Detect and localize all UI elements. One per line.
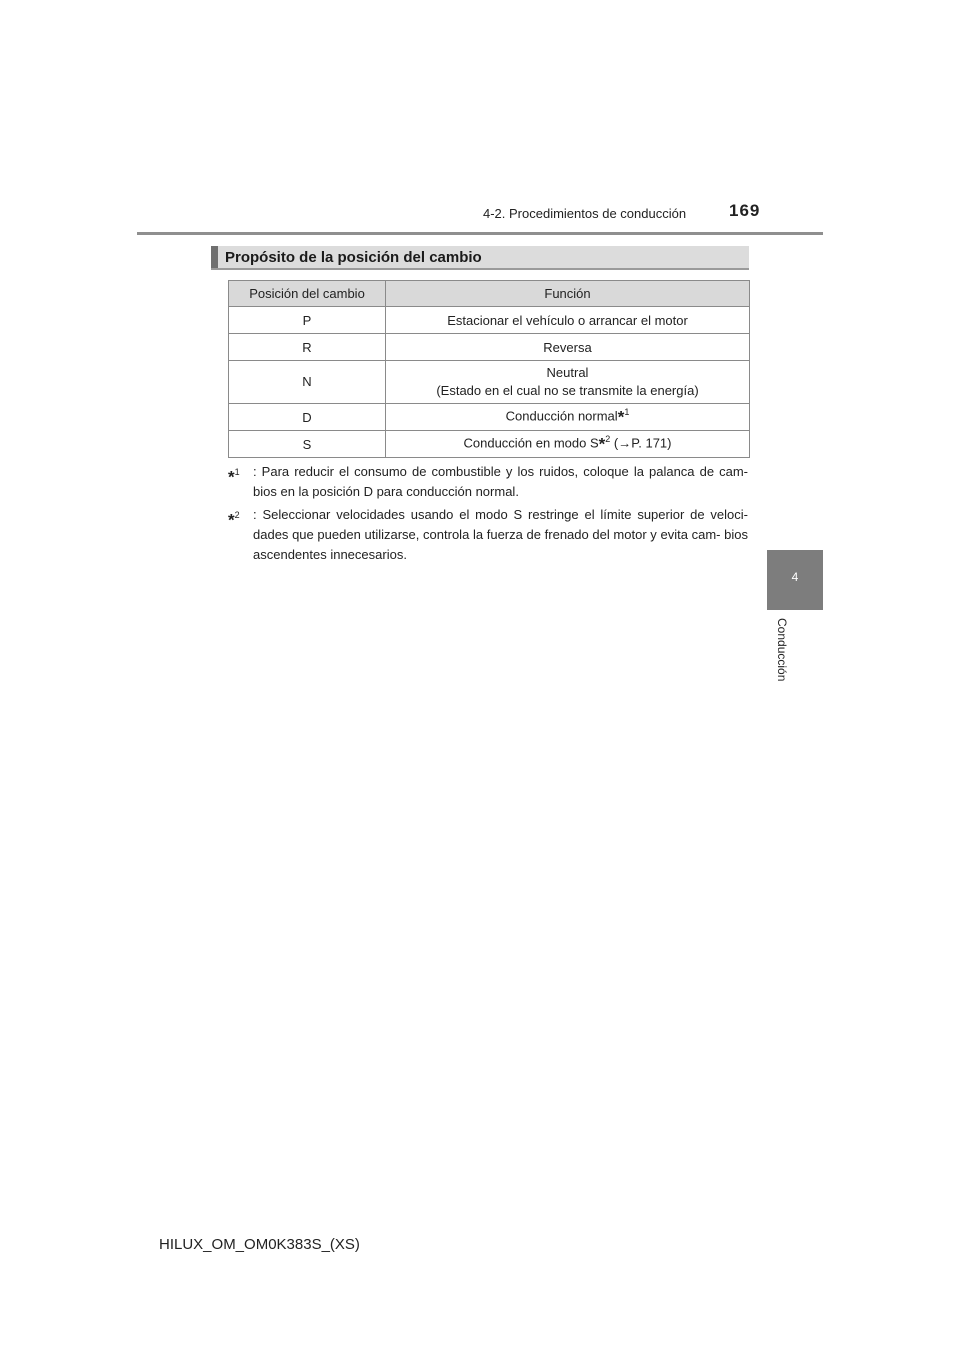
table-row bbox=[229, 334, 750, 361]
footnote-number: 1 bbox=[234, 467, 240, 477]
table-header-function: Función bbox=[386, 281, 750, 307]
footnote bbox=[228, 505, 748, 565]
footnote-asterisk: * bbox=[228, 510, 235, 530]
table-header-position: Posición del cambio bbox=[229, 281, 386, 307]
page-reference: (→P. 171) bbox=[613, 435, 672, 451]
footnote-asterisk: * bbox=[617, 407, 625, 427]
footnote-marker bbox=[228, 505, 240, 530]
chapter-label: Conducción bbox=[775, 618, 789, 682]
footnote-marker bbox=[228, 462, 240, 487]
table-header-row bbox=[229, 281, 750, 307]
header-divider bbox=[137, 232, 823, 235]
function-line: (Estado en el cual no se transmite la energía) bbox=[436, 383, 699, 398]
position-cell: P bbox=[229, 307, 386, 334]
position-cell: D bbox=[229, 404, 386, 431]
table-row bbox=[229, 431, 750, 458]
chapter-number: 4 bbox=[791, 570, 799, 584]
footnote-text: : Seleccionar velocidades usando el modo S restringe el límite superior de veloci- dades que pueden utilizarse, controla la fuerza de frenado del motor y evita cam- bios ascendentes innecesarios. bbox=[253, 507, 748, 562]
position-cell: R bbox=[229, 334, 386, 361]
section-heading bbox=[211, 246, 749, 270]
footnote-asterisk: * bbox=[598, 434, 606, 454]
table-row bbox=[229, 404, 750, 431]
document-code: HILUX_OM_OM0K383S_(XS) bbox=[159, 1236, 360, 1253]
function-cell: Reversa bbox=[386, 334, 750, 361]
function-cell bbox=[386, 361, 750, 404]
chapter-tab bbox=[767, 550, 823, 610]
page-number: 169 bbox=[729, 201, 761, 220]
function-text: Conducción en modo S bbox=[463, 435, 599, 451]
running-header-section: 4-2. Procedimientos de conducción bbox=[483, 206, 687, 221]
footnote-number: 2 bbox=[234, 510, 240, 520]
function-text: Conducción normal bbox=[505, 408, 618, 424]
function-cell bbox=[386, 404, 750, 431]
shift-position-table bbox=[228, 280, 750, 458]
function-cell bbox=[386, 431, 750, 458]
section-marker bbox=[211, 246, 218, 268]
position-cell: S bbox=[229, 431, 386, 458]
section-title: Propósito de la posición del cambio bbox=[225, 249, 482, 266]
position-cell: N bbox=[229, 361, 386, 404]
footnote bbox=[228, 462, 748, 502]
function-cell: Estacionar el vehículo o arrancar el motor bbox=[386, 307, 750, 334]
footnote-text: : Para reducir el consumo de combustible y los ruidos, coloque la palanca de cam- bios en la posición D para conducción normal. bbox=[253, 464, 748, 499]
footnote-ref: 1 bbox=[624, 406, 630, 417]
function-line: Neutral bbox=[546, 365, 589, 380]
table-row bbox=[229, 307, 750, 334]
table-row bbox=[229, 361, 750, 404]
footnote-asterisk: * bbox=[228, 467, 235, 487]
footnote-ref: 2 bbox=[605, 433, 611, 444]
